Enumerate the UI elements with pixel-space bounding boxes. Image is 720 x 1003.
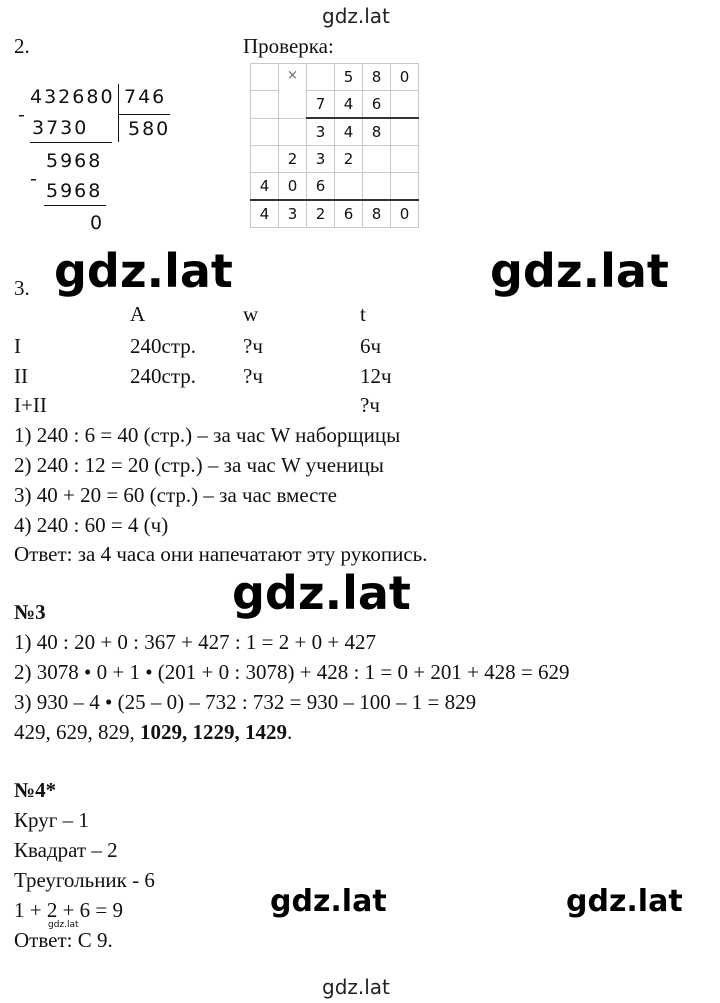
task2-number: 2. xyxy=(14,34,30,58)
no3-sequence xyxy=(14,720,292,745)
grid-cell: 2 xyxy=(279,146,307,173)
solution-step: 1) 240 : 6 = 40 (стр.) – за час W наборщицы xyxy=(14,423,401,447)
grid-cell: 8 xyxy=(363,118,391,146)
watermark-tiny: gdz.lat xyxy=(48,920,79,930)
row-a: 240стр. xyxy=(130,364,197,388)
grid-cell xyxy=(335,173,363,201)
task3-number: 3. xyxy=(14,276,30,300)
watermark-big-3: gdz.lat xyxy=(232,566,411,620)
watermark-mid-2: gdz.lat xyxy=(566,884,683,919)
no4-line: Круг – 1 xyxy=(14,808,89,832)
grid-cell xyxy=(391,146,419,173)
grid-cell: 8 xyxy=(363,64,391,91)
grid-cell xyxy=(279,118,307,146)
grid-cell: 3 xyxy=(307,146,335,173)
multiply-sign: × xyxy=(279,64,307,119)
grid-cell xyxy=(363,146,391,173)
watermark-mid-1: gdz.lat xyxy=(270,884,387,919)
subtrahend-2: 5968 xyxy=(46,180,103,202)
row-label: II xyxy=(14,364,28,388)
row-w: ?ч xyxy=(243,334,263,358)
no4-line: Квадрат – 2 xyxy=(14,838,118,862)
grid-cell xyxy=(391,173,419,201)
no4-answer: Ответ: С 9. xyxy=(14,928,113,952)
grid-cell: 4 xyxy=(251,200,279,228)
check-label: Проверка: xyxy=(243,34,334,58)
watermark-top: gdz.lat xyxy=(322,4,390,28)
row-label: I xyxy=(14,334,21,358)
grid-cell: 4 xyxy=(251,173,279,201)
grid-cell: 6 xyxy=(307,173,335,201)
grid-cell xyxy=(363,173,391,201)
grid-cell: 5 xyxy=(335,64,363,91)
watermark-big-2: gdz.lat xyxy=(490,244,669,298)
grid-cell xyxy=(251,91,279,119)
grid-cell: 6 xyxy=(363,91,391,119)
grid-cell: 0 xyxy=(279,173,307,201)
sequence-end: . xyxy=(287,720,293,744)
no3-line: 3) 930 – 4 • (25 – 0) – 732 : 732 = 930 – 100 – 1 = 829 xyxy=(14,690,477,714)
subtract-line-2 xyxy=(44,205,106,206)
grid-cell: 2 xyxy=(307,200,335,228)
division-result: 0 xyxy=(90,212,105,234)
watermark-bottom: gdz.lat xyxy=(322,975,390,999)
row-t: ?ч xyxy=(360,393,380,417)
no4-line: Треугольник - 6 xyxy=(14,868,155,892)
grid-cell xyxy=(251,64,279,91)
multiplication-check-grid xyxy=(250,63,419,228)
sequence-plain: 429, 629, 829, xyxy=(14,720,140,744)
dividend: 432680 xyxy=(30,86,115,108)
solution-step: 4) 240 : 60 = 4 (ч) xyxy=(14,513,169,537)
grid-cell: 7 xyxy=(307,91,335,119)
grid-cell: 3 xyxy=(307,118,335,146)
header-w: w xyxy=(243,302,259,326)
grid-cell: 2 xyxy=(335,146,363,173)
subtract-line-1 xyxy=(30,142,112,143)
grid-cell: 8 xyxy=(363,200,391,228)
minus-sign-2: - xyxy=(30,168,39,190)
grid-cell xyxy=(307,64,335,91)
grid-cell: 0 xyxy=(391,200,419,228)
divisor: 746 xyxy=(124,86,167,108)
row-t: 6ч xyxy=(360,334,382,358)
no3-line: 1) 40 : 20 + 0 : 367 + 427 : 1 = 2 + 0 + 427 xyxy=(14,630,376,654)
grid-cell: 6 xyxy=(335,200,363,228)
subtrahend-1: 3730 xyxy=(32,117,89,139)
grid-cell xyxy=(251,118,279,146)
minus-sign-1: - xyxy=(18,104,27,126)
quotient: 580 xyxy=(128,118,171,140)
solution-step: 3) 40 + 20 = 60 (стр.) – за час вместе xyxy=(14,483,337,507)
grid-cell: 0 xyxy=(391,64,419,91)
no4-line: 1 + 2 + 6 = 9 xyxy=(14,898,124,922)
grid-cell: 3 xyxy=(279,200,307,228)
remainder-1: 5968 xyxy=(46,150,103,172)
division-vertical-line xyxy=(118,84,119,142)
grid-cell xyxy=(251,146,279,173)
header-a: A xyxy=(130,302,146,326)
task3-answer: Ответ: за 4 часа они напечатают эту рукопись. xyxy=(14,542,428,566)
solution-step: 2) 240 : 12 = 20 (стр.) – за час W ученицы xyxy=(14,453,384,477)
sequence-bold: 1029, 1229, 1429 xyxy=(140,720,287,744)
grid-cell: 4 xyxy=(335,118,363,146)
no3-title: №3 xyxy=(14,600,46,624)
watermark-big-1: gdz.lat xyxy=(54,244,233,298)
row-t: 12ч xyxy=(360,364,392,388)
grid-cell xyxy=(391,91,419,119)
row-w: ?ч xyxy=(243,364,263,388)
no3-line: 2) 3078 • 0 + 1 • (201 + 0 : 3078) + 428 : 1 = 0 + 201 + 428 = 629 xyxy=(14,660,570,684)
header-t: t xyxy=(360,302,366,326)
grid-cell: 4 xyxy=(335,91,363,119)
no4-title: №4* xyxy=(14,778,57,802)
row-a: 240стр. xyxy=(130,334,197,358)
quotient-line xyxy=(118,114,170,115)
grid-cell xyxy=(391,118,419,146)
row-label: I+II xyxy=(14,393,47,417)
